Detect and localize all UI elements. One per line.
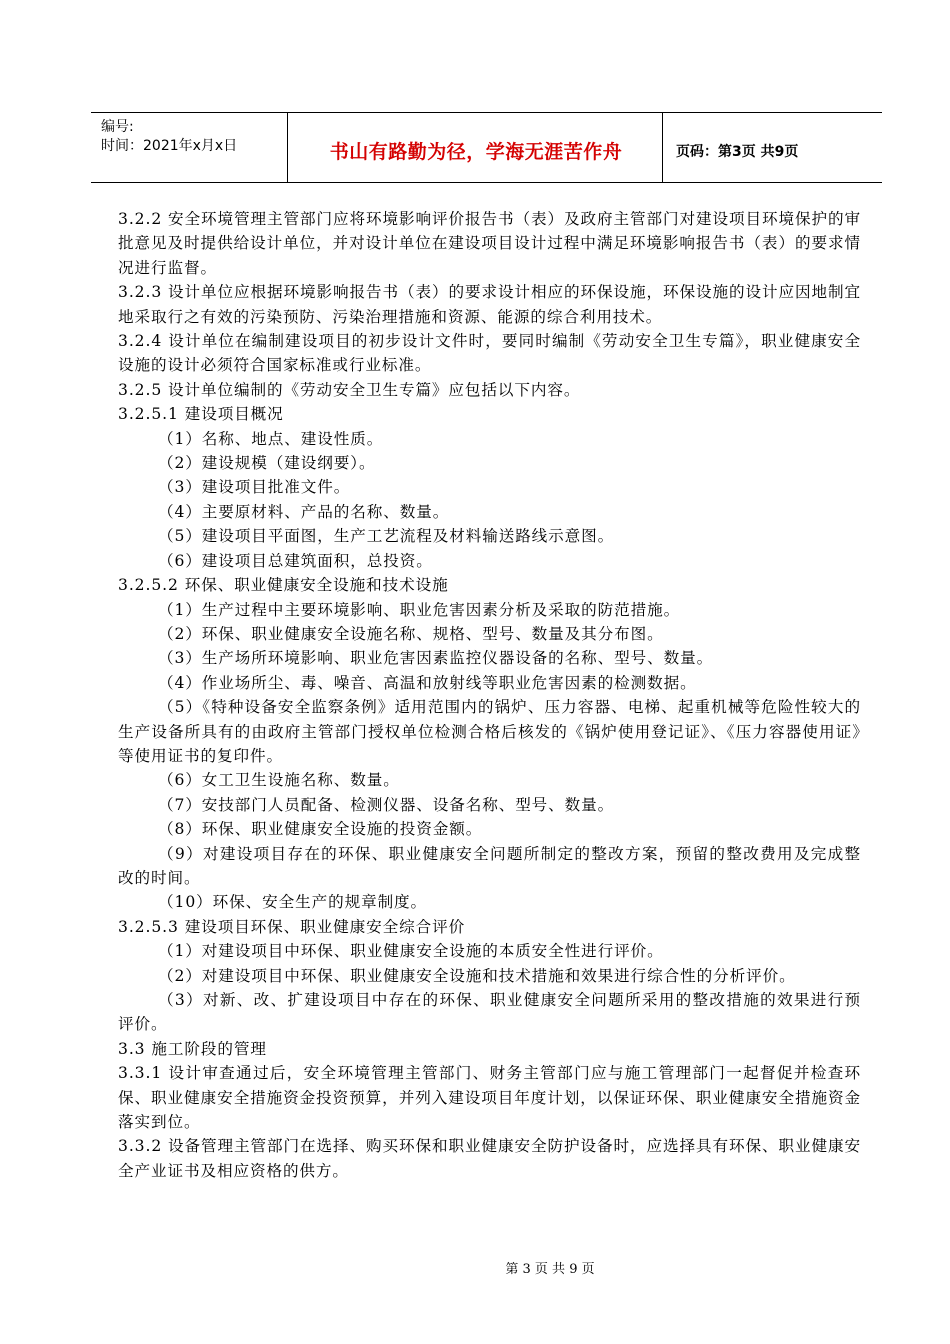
paragraph: （2）环保、职业健康安全设施名称、规格、型号、数量及其分布图。 xyxy=(158,624,664,643)
paragraph: 3.2.5.3 建设项目环保、职业健康安全综合评价 xyxy=(118,917,466,936)
header-motto: 书山有路勤为径，学海无涯苦作舟 xyxy=(329,141,623,163)
paragraph: 3.3.2 设备管理主管部门在选择、购买环保和职业健康安全防护设备时，应选择具有环保、职业健康安全产业证书及相应资格的供方。 xyxy=(118,1137,861,1180)
paragraph: （3）对新、改、扩建设项目中存在的环保、职业健康安全问题所采用的整改措施的效果进行预评价。 xyxy=(118,991,861,1034)
header-divider xyxy=(287,113,288,182)
header-page-label: 页码：第3页 共9页 xyxy=(676,144,799,160)
paragraph: （3）生产场所环境影响、职业危害因素监控仪器设备的名称、型号、数量。 xyxy=(158,649,714,668)
paragraph: （1）生产过程中主要环境影响、职业危害因素分析及采取的防范措施。 xyxy=(158,600,681,619)
paragraph: （4）作业场所尘、毒、噪音、高温和放射线等职业危害因素的检测数据。 xyxy=(158,673,697,692)
footer-page-number: 第 3 页 共 9 页 xyxy=(505,1262,595,1277)
paragraph: 3.2.4 设计单位在编制建设项目的初步设计文件时，要同时编制《劳动安全卫生专篇》，职业健康安全设施的设计必须符合国家标准或行业标准。 xyxy=(118,332,861,375)
number-label: 编号: xyxy=(101,119,134,135)
paragraph: （7）安技部门人员配备、检测仪器、设备名称、型号、数量。 xyxy=(158,795,615,814)
paragraph: （9）对建设项目存在的环保、职业健康安全问题所制定的整改方案，预留的整改费用及完成整改的时间。 xyxy=(118,844,861,887)
document-body xyxy=(118,207,861,1183)
paragraph: （1）对建设项目中环保、职业健康安全设施的本质安全性进行评价。 xyxy=(158,942,664,961)
paragraph: （5）《特种设备安全监察条例》适用范围内的锅炉、压力容器、电梯、起重机械等危险性较大的生产设备所具有的由政府主管部门授权单位检测合格后核发的《锅炉使用登记证》、《压力容器使用证》等使用证书的复印件。 xyxy=(118,698,861,765)
paragraph: （4）主要原材料、产品的名称、数量。 xyxy=(158,502,450,521)
paragraph: 3.2.5 设计单位编制的《劳动安全卫生专篇》应包括以下内容。 xyxy=(118,380,581,399)
header-divider xyxy=(662,113,663,182)
paragraph: （8）环保、职业健康安全设施的投资金额。 xyxy=(158,820,483,839)
paragraph: （2）对建设项目中环保、职业健康安全设施和技术措施和效果进行综合性的分析评价。 xyxy=(158,966,796,985)
paragraph: （3）建设项目批准文件。 xyxy=(158,478,351,497)
paragraph: （6）女工卫生设施名称、数量。 xyxy=(158,771,400,790)
paragraph: （6）建设项目总建筑面积，总投资。 xyxy=(158,551,433,570)
paragraph: 3.2.5.2 环保、职业健康安全设施和技术设施 xyxy=(118,576,449,595)
paragraph: 3.3 施工阶段的管理 xyxy=(118,1039,267,1058)
paragraph: （2）建设规模（建设纲要）。 xyxy=(158,454,376,473)
paragraph: （5）建设项目平面图，生产工艺流程及材料输送路线示意图。 xyxy=(158,527,615,546)
paragraph: （10）环保、安全生产的规章制度。 xyxy=(158,893,428,912)
paragraph: 3.2.5.1 建设项目概况 xyxy=(118,405,284,424)
date-label: 时间：2021年x月x日 xyxy=(101,138,238,154)
paragraph: 3.2.2 安全环境管理主管部门应将环境影响评价报告书（表）及政府主管部门对建设项目环境保护的审批意见及时提供给设计单位，并对设计单位在建设项目设计过程中满足环境影响报告书（表）的要求情况进行监督。 xyxy=(118,210,861,277)
page-footer xyxy=(0,1258,950,1277)
paragraph: 3.3.1 设计审查通过后，安全环境管理主管部门、财务主管部门应与施工管理部门一起督促并检查环保、职业健康安全措施资金投资预算，并列入建设项目年度计划，以保证环保、职业健康安全措施资金落实到位。 xyxy=(118,1064,861,1132)
header-left xyxy=(101,118,237,156)
page-header xyxy=(91,112,882,183)
paragraph: （1）名称、地点、建设性质。 xyxy=(158,429,384,448)
paragraph: 3.2.3 设计单位应根据环境影响报告书（表）的要求设计相应的环保设施，环保设施的设计应因地制宜地采取行之有效的污染预防、污染治理措施和资源、能源的综合利用技术。 xyxy=(118,283,861,326)
